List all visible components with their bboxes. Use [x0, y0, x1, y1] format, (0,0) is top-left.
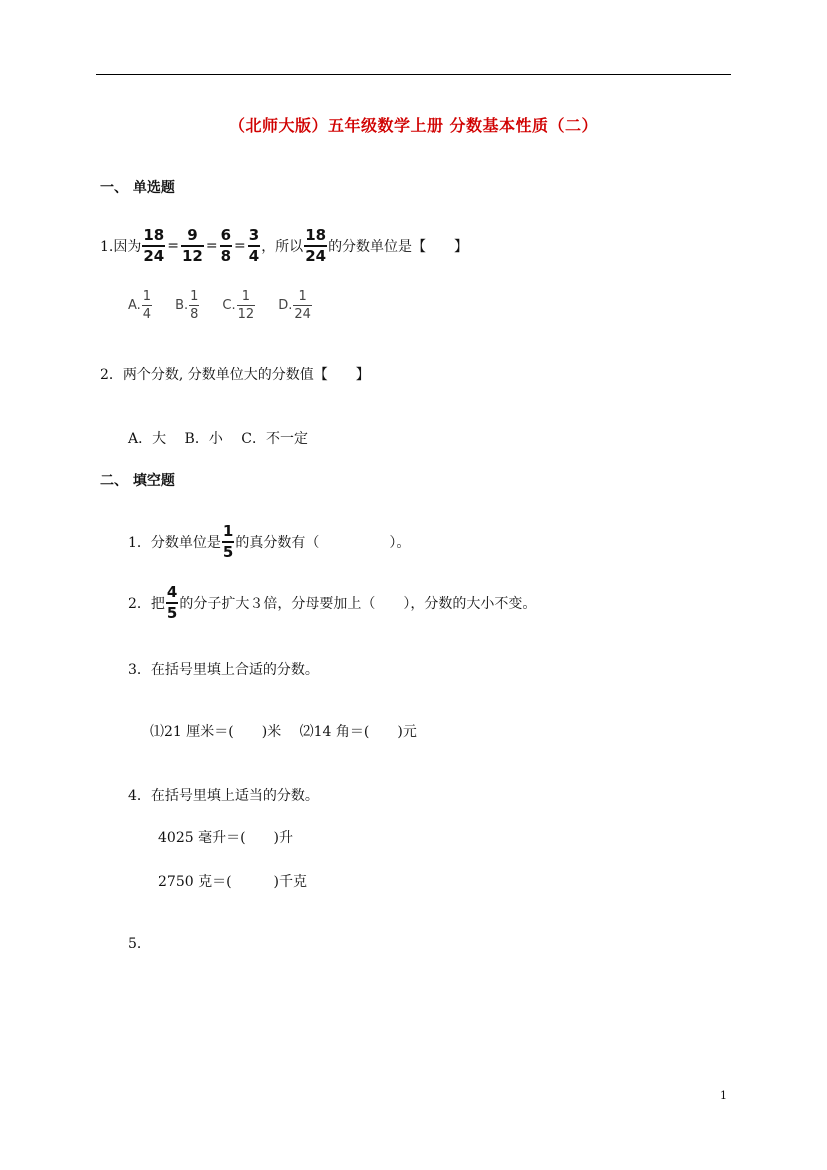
question-2: 2．两个分数, 分数单位大的分数值【 】 [100, 367, 370, 383]
fill-question-5: 5． [128, 936, 151, 952]
page-title: （北师大版）五年级数学上册 分数基本性质（二） [228, 116, 599, 135]
question-2-options: A．大 B．小 C．不一定 [128, 431, 309, 447]
option-c: C. $\frac{1}{12}$ [222, 289, 255, 322]
option-a: A. $\frac{1}{4}$ [128, 289, 152, 322]
section-heading-single-choice: 一、 单选题 [100, 180, 175, 196]
section-heading-fill-blank: 二、 填空题 [100, 473, 175, 489]
header-rule [96, 74, 731, 75]
question-1-mid: ，所以 [261, 239, 304, 255]
question-1-suffix: 的分数单位是【 】 [328, 239, 469, 255]
fill-question-1: 1．分数单位是 $\frac{1}{5}$ 的真分数有（ ）。 [128, 522, 411, 561]
fraction-18-24: $\frac{18}{24}$ [143, 226, 165, 265]
fraction-3-4: $\frac{3}{4}$ [248, 226, 260, 265]
question-1-options [128, 290, 335, 321]
fraction-4-5: $\frac{4}{5}$ [166, 583, 178, 622]
fraction-9-12: $\frac{9}{12}$ [181, 226, 203, 265]
equals-sign: = [167, 238, 179, 254]
fill-question-3-items: ⑴21 厘米＝( )米 ⑵14 角＝( )元 [150, 724, 417, 740]
equals-sign: = [205, 238, 218, 254]
fill-question-4-item-2: 2750 克＝( )千克 [158, 874, 308, 890]
question-1 [100, 228, 468, 264]
option-d: D. $\frac{1}{24}$ [278, 289, 311, 322]
fill-question-4-item-1: 4025 毫升＝( )升 [158, 830, 294, 846]
page-number: 1 [720, 1089, 727, 1102]
fill-question-2: 2．把 $\frac{4}{5}$ 的分子扩大３倍，分母要加上（ ），分数的大小不变。 [128, 583, 537, 622]
fraction-18-24-ref: $\frac{18}{24}$ [305, 226, 327, 265]
equals-sign: = [234, 238, 246, 254]
fraction-6-8: $\frac{6}{8}$ [220, 226, 232, 265]
question-1-prefix: 1.因为 [100, 239, 142, 255]
option-b: B. $\frac{1}{8}$ [175, 289, 199, 322]
fill-question-3: 3．在括号里填上合适的分数。 [128, 662, 319, 678]
fraction-1-5: $\frac{1}{5}$ [222, 522, 234, 561]
fill-question-4: 4．在括号里填上适当的分数。 [128, 788, 319, 804]
